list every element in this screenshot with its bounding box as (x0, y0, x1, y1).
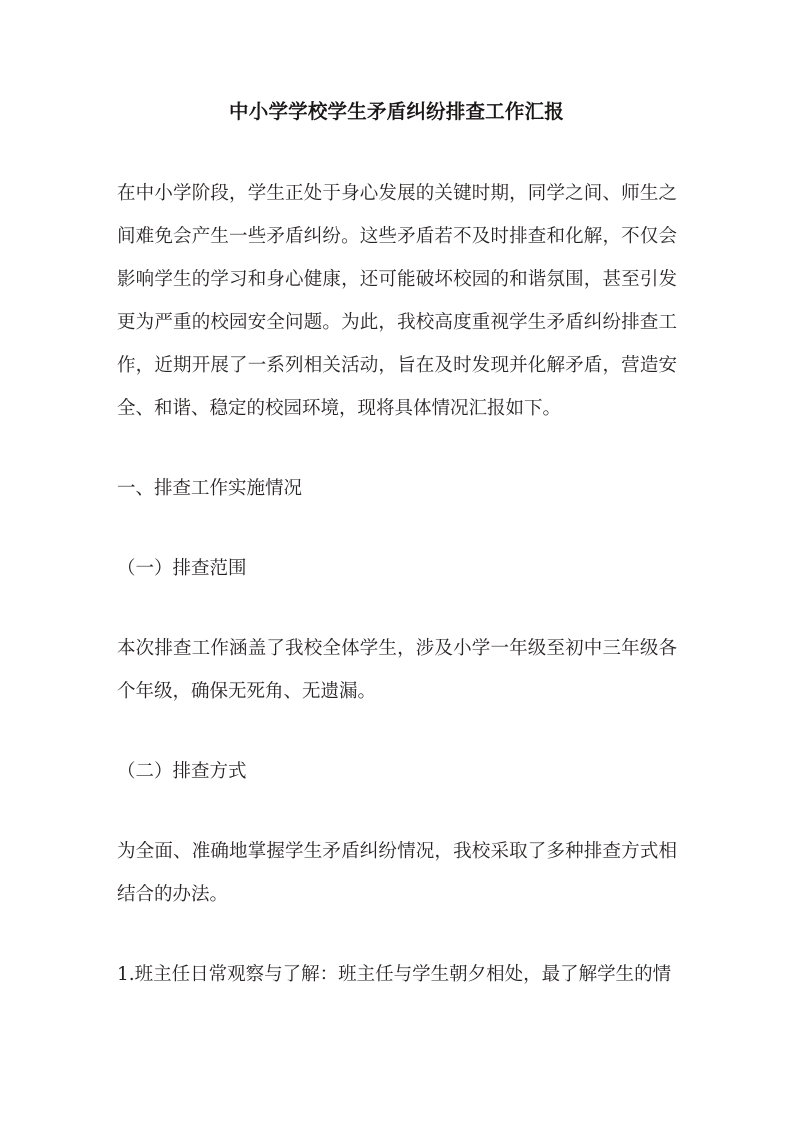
spacer (117, 793, 677, 830)
subsection-heading-1-1: （一）排查范围 (117, 558, 247, 579)
spacer-after-title (117, 126, 677, 172)
spacer (117, 510, 677, 547)
subsection-paragraph-1-1: 本次排查工作涵盖了我校全体学生，涉及小学一年级至初中三年级各个年级，确保无死角、无遗漏。 (117, 638, 677, 702)
page-title: 中小学学校学生矛盾纠纷排查工作汇报 (229, 100, 564, 123)
list-item-1: 1.班主任日常观察与了解：班主任与学生朝夕相处，最了解学生的情 (117, 964, 672, 985)
spacer (117, 713, 677, 750)
intro-paragraph: 在中小学阶段，学生正处于身心发展的关键时期，同学之间、师生之间难免会产生一些矛盾纠纷。这些矛盾若不及时排查和化解，不仅会影响学生的学习和身心健康，还可能破坏校园的和谐氛围，甚至引发更为严重的校园安全问题。为此，我校高度重视学生矛盾纠纷排查工作，近期开展了一系列相关活动，旨在及时发现并化解矛盾，营造安全、和谐、稳定的校园环境，现将具体情况汇报如下。 (117, 183, 677, 419)
spacer (117, 590, 677, 627)
spacer (117, 430, 677, 467)
section-heading-1: 一、排查工作实施情况 (117, 478, 303, 499)
subsection-paragraph-1-2: 为全面、准确地掌握学生矛盾纠纷情况，我校采取了多种排查方式相结合的办法。 (117, 841, 677, 905)
spacer (117, 916, 677, 953)
document-body (117, 126, 677, 996)
subsection-heading-1-2: （二）排查方式 (117, 761, 247, 782)
